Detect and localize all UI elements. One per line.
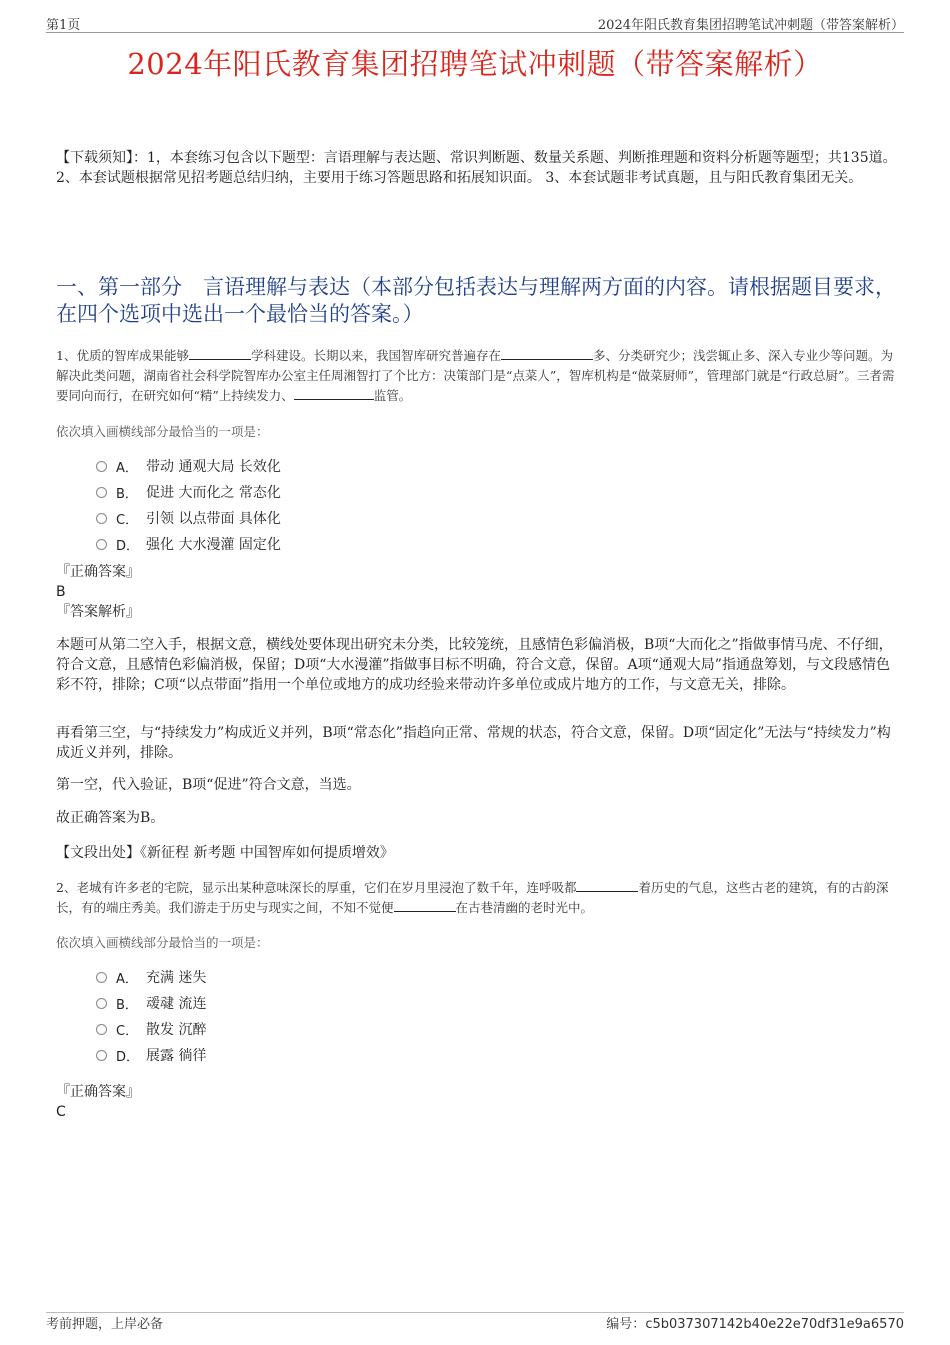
analysis-paragraph-1: 本题可从第二空入手，根据文意，横线处要体现出研究未分类，比较笼统，且感情色彩偏消极，B项“大而化之”指做事情马虎、不仔细，符合文意，且感情色彩偏消极，保留；D项“大水漫灌”指做事目标不明确，符合文意，保留。A项“通观大局”指通盘筹划，与文段感情色彩不符，排除；C项“以点带面”指用一个单位或地方的成功经验来带动许多单位或成片地方的工作，与文意无关，排除。 bbox=[56, 637, 893, 693]
footer-slogan: 考前押题，上岸必备 bbox=[46, 1317, 164, 1332]
question-2-part-2: 着历史的气息，这些古老的建筑，有的古韵深长，有的端庄秀美。我们游走于历史与现实之间，不知不觉便 bbox=[56, 880, 889, 915]
option-c[interactable] bbox=[96, 1016, 206, 1042]
header-divider bbox=[46, 32, 904, 33]
option-b[interactable] bbox=[96, 479, 281, 505]
question-1-part-2: 学科建设。长期以来，我国智库研究普遍存在 bbox=[250, 348, 501, 363]
radio-icon[interactable] bbox=[96, 539, 107, 550]
radio-icon[interactable] bbox=[96, 1024, 107, 1035]
question-1-text bbox=[56, 346, 898, 406]
document-code bbox=[606, 1313, 904, 1332]
blank-2 bbox=[394, 899, 456, 912]
blank-2 bbox=[501, 347, 593, 360]
answer-block-2 bbox=[56, 1082, 898, 1122]
option-text: 带动 通观大局 长效化 bbox=[146, 459, 281, 475]
blank-1 bbox=[576, 879, 638, 892]
page-footer bbox=[46, 1313, 904, 1331]
section-heading: 一、第一部分 言语理解与表达（本部分包括表达与理解两方面的内容。请根据题目要求，在四个选项中选出一个最恰当的答案。） bbox=[56, 275, 896, 326]
option-letter: B． bbox=[116, 486, 138, 502]
source-citation: 【文段出处】《新征程 新考题 中国智库如何提质增效》 bbox=[56, 845, 394, 861]
option-text: 散发 沉醉 bbox=[146, 1022, 207, 1038]
page-number: 第1页 bbox=[46, 18, 81, 33]
download-notice: 【下载须知】：1，本套练习包含以下题型：言语理解与表达题、常识判断题、数量关系题、判断推理题和资料分析题等题型；共135道。 2、本套试题根据常见招考题总结归纳，主要用于练习答题思路和拓展知识面。 3、本套试题非考试真题，且与阳氏教育集团无关。 bbox=[56, 150, 897, 186]
radio-icon[interactable] bbox=[96, 998, 107, 1009]
analysis-paragraph-2: 再看第三空，与“持续发力”构成近义并列，B项“常态化”指趋向正常、常规的状态，符合文意，保留。D项“固定化”无法与“持续发力”构成近义并列，排除。 bbox=[56, 725, 891, 761]
blank-1 bbox=[189, 347, 251, 360]
option-letter: C． bbox=[116, 1023, 139, 1039]
question-1-part-1: 1、优质的智库成果能够 bbox=[56, 348, 189, 363]
answer-label: 『正确答案』 bbox=[56, 564, 140, 580]
blank-3 bbox=[294, 387, 374, 400]
page-header bbox=[46, 14, 904, 32]
question-1-options bbox=[96, 453, 281, 557]
header-doc-title: 2024年阳氏教育集团招聘笔试冲刺题（带答案解析） bbox=[597, 18, 904, 33]
radio-icon[interactable] bbox=[96, 487, 107, 498]
option-a[interactable] bbox=[96, 453, 281, 479]
option-text: 叆叇 流连 bbox=[146, 996, 207, 1012]
answer-value: B bbox=[56, 584, 66, 600]
question-1-prompt: 依次填入画横线部分最恰当的一项是： bbox=[56, 424, 269, 439]
option-b[interactable] bbox=[96, 990, 206, 1016]
option-letter: B． bbox=[116, 997, 138, 1013]
radio-icon[interactable] bbox=[96, 972, 107, 983]
option-c[interactable] bbox=[96, 505, 281, 531]
option-text: 展露 徜徉 bbox=[146, 1048, 207, 1064]
radio-icon[interactable] bbox=[96, 1050, 107, 1061]
question-2-options bbox=[96, 964, 206, 1068]
option-text: 充满 迷失 bbox=[146, 970, 207, 986]
answer-block-1 bbox=[56, 562, 898, 622]
option-text: 促进 大而化之 常态化 bbox=[146, 485, 281, 501]
option-letter: A． bbox=[116, 971, 138, 987]
option-d[interactable] bbox=[96, 1042, 206, 1068]
radio-icon[interactable] bbox=[96, 513, 107, 524]
question-2-part-3: 在古巷清幽的老时光中。 bbox=[455, 900, 594, 915]
page-title: 2024年阳氏教育集团招聘笔试冲刺题（带答案解析） bbox=[127, 47, 823, 81]
answer-label: 『正确答案』 bbox=[56, 1084, 140, 1100]
code-value: c5b037307142b40e22e70df31e9a6570 bbox=[645, 1317, 904, 1332]
option-text: 强化 大水漫灌 固定化 bbox=[146, 537, 281, 553]
question-2-part-1: 2、老城有许多老的宅院，显示出某种意味深长的厚重，它们在岁月里浸泡了数千年，连呼吸都 bbox=[56, 880, 577, 895]
option-d[interactable] bbox=[96, 531, 281, 557]
question-1-part-4: 监管。 bbox=[373, 388, 412, 403]
option-letter: C． bbox=[116, 512, 139, 528]
analysis-paragraph-4: 故正确答案为B。 bbox=[56, 810, 165, 826]
option-text: 引领 以点带面 具体化 bbox=[146, 511, 281, 527]
analysis-paragraph-3: 第一空，代入验证，B项“促进”符合文意，当选。 bbox=[56, 777, 361, 793]
option-letter: D． bbox=[116, 538, 140, 554]
question-2-text bbox=[56, 878, 898, 918]
question-2-prompt: 依次填入画横线部分最恰当的一项是： bbox=[56, 935, 269, 950]
option-letter: D． bbox=[116, 1049, 140, 1065]
radio-icon[interactable] bbox=[96, 461, 107, 472]
code-label: 编号： bbox=[606, 1317, 646, 1332]
analysis-label: 『答案解析』 bbox=[56, 604, 140, 620]
option-letter: A． bbox=[116, 460, 138, 476]
question-1-part-3: 多、分类研究少；浅尝辄止多、深入专业少等问题。为解决此类问题，湖南省社会科学院智库办公室主任周湘智打了个比方：决策部门是“点菜人”，智库机构是“做菜厨师”，管理部门就是“行政总厨”。三者需要同向而行，在研究如何“精”上持续发力、 bbox=[56, 348, 895, 403]
option-a[interactable] bbox=[96, 964, 206, 990]
answer-value: C bbox=[56, 1104, 66, 1120]
